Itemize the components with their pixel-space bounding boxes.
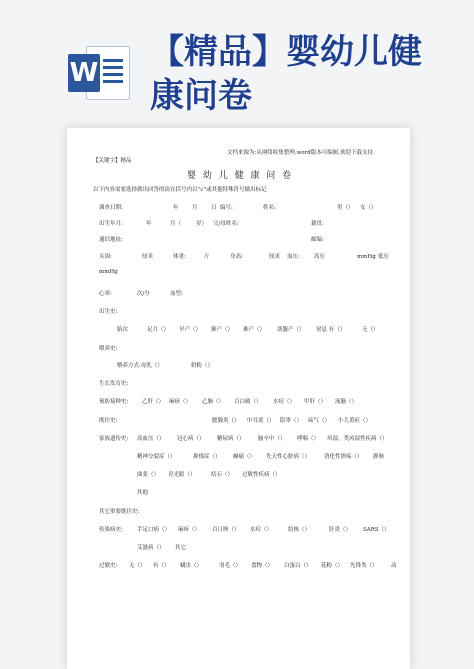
low-bp-label: 低压 xyxy=(378,254,390,260)
family-option: 消化性溃疡（） xyxy=(324,454,363,460)
family-option: 哮喘（） xyxy=(297,436,320,442)
keyword-label: 【关键字】精品 xyxy=(93,158,132,164)
birth-option: 难产（） xyxy=(243,327,266,333)
past-option: 隐睾（） xyxy=(280,418,303,424)
birth-date-label: 出生年月: xyxy=(99,221,123,227)
feeding-option: 喂养方式:母乳（） xyxy=(117,363,163,369)
birth-option: 足月（） xyxy=(147,327,170,333)
male-option: 男（） xyxy=(337,205,354,211)
allergy-option: 羽毛（） xyxy=(219,563,242,569)
family-option: 糖尿病（） xyxy=(217,436,245,442)
vaccine-option: 乙脑（） xyxy=(202,399,225,405)
female-option: 女（） xyxy=(360,205,377,211)
vaccine-option: 甲肝（） xyxy=(304,399,327,405)
past-option: 疝气（） xyxy=(308,418,331,424)
allergy-option: 白蛋白（） xyxy=(284,563,312,569)
family-option: 结石（） xyxy=(211,472,234,478)
past-option: 腮腺炎（） xyxy=(212,418,240,424)
family-option: 风湿，类风湿性疾病（） xyxy=(327,436,388,442)
infect-option: 艾滋病（） xyxy=(137,545,165,551)
family-option: 高血压（） xyxy=(137,436,165,442)
kg-unit: 斤 xyxy=(204,254,210,260)
infect-option: SARS（） xyxy=(363,527,390,533)
birth-option: 无（） xyxy=(362,327,379,333)
birth-month-text: 月（ xyxy=(170,221,182,227)
family-option: 过敏性疾病（） xyxy=(242,472,281,478)
bp-label: 血压: xyxy=(287,254,300,260)
document-page xyxy=(67,128,410,669)
past-history-label: 既往史: xyxy=(99,418,118,424)
mmhg-unit-2: mmHg xyxy=(99,269,118,275)
infect-label: 传染病史: xyxy=(99,527,123,533)
allergy-option: 螨虫（） xyxy=(180,563,203,569)
family-option: 精神分裂症（） xyxy=(137,454,176,460)
family-option: 抑郁症（） xyxy=(193,454,221,460)
word-logo-icon xyxy=(68,46,130,98)
infect-option: 肝炎（） xyxy=(329,527,352,533)
mmhg-unit-1: mmHg xyxy=(357,254,376,260)
vaccine-option: 水痘（） xyxy=(273,399,296,405)
feeding-history-label: 喂养史: xyxy=(99,346,118,352)
vaccine-option: 百白破（） xyxy=(234,399,262,405)
allergy-option: 有（） xyxy=(153,563,170,569)
past-option: 中耳炎（） xyxy=(247,418,275,424)
per-min-unit: 次/分 xyxy=(137,291,150,297)
high-bp-label: 高压 xyxy=(314,254,326,260)
cm-unit-1: 厘米 xyxy=(142,254,154,260)
day-text: 日 xyxy=(211,205,217,211)
infect-option: 其它 xyxy=(175,545,187,551)
survey-date-label: 调查日期: xyxy=(99,205,123,211)
id-label: 编号: xyxy=(220,205,233,211)
allergy-option: 食物（） xyxy=(251,563,274,569)
document-title: 婴 幼 儿 健 康 问 卷 xyxy=(187,171,294,181)
page-title xyxy=(150,30,450,118)
birth-option: 窒息 有（） xyxy=(316,327,346,333)
family-history-label: 家族遗传史: xyxy=(99,436,129,442)
allergy-option: 花粉（） xyxy=(321,563,344,569)
title-line-2: 康问卷 xyxy=(150,76,252,116)
infect-option: 麻疹（） xyxy=(178,527,201,533)
birth-history-label: 出生史: xyxy=(99,309,118,315)
birth-option: 胎次 xyxy=(117,327,129,333)
family-option: 冠心病（） xyxy=(177,436,205,442)
birth-option: 顺产（） xyxy=(211,327,234,333)
allergy-label: 过敏史: xyxy=(99,563,118,569)
family-option: 青光眼（） xyxy=(168,472,196,478)
name-label: 姓名: xyxy=(263,205,276,211)
parent-name-label: 父/母姓名: xyxy=(213,221,239,227)
nationality-label: 籍贯: xyxy=(311,221,324,227)
family-other: 其他 xyxy=(137,490,149,496)
word-badge: W xyxy=(68,54,100,92)
past-option: 小儿黄疸（） xyxy=(338,418,372,424)
growth-history-label: 生长发育史: xyxy=(99,381,129,387)
birth-year-text: 年 xyxy=(146,221,152,227)
year-text: 年 xyxy=(173,205,179,211)
blood-type-label: 血型: xyxy=(170,291,183,297)
infect-option: 水痘（） xyxy=(250,527,273,533)
family-option: 脑卒中（） xyxy=(258,436,286,442)
vaccine-label: 预防接种史: xyxy=(99,399,129,405)
cm-unit-2: 厘米 xyxy=(269,254,281,260)
infect-option: 结核（） xyxy=(288,527,311,533)
family-option: 先天性心脏病（） xyxy=(266,454,311,460)
allergy-option: 动 xyxy=(391,563,397,569)
family-option: 静脉 xyxy=(373,454,385,460)
vaccine-option: 乙肝（） xyxy=(142,399,165,405)
vaccine-option: 流脑（） xyxy=(335,399,358,405)
feeding-option: 奶粉（） xyxy=(191,363,214,369)
postcode-label: 邮编: xyxy=(311,237,324,243)
title-line-1: 【精品】婴幼儿健 xyxy=(150,32,422,72)
birth-option: 早产（） xyxy=(179,327,202,333)
infect-option: 百日咳（） xyxy=(212,527,240,533)
source-note: 文档来源为:从网络收集整理.word版本可编辑.欢迎下载支持. xyxy=(227,150,375,156)
height-label: 身高: xyxy=(230,254,243,260)
address-label: 通信地址: xyxy=(99,237,123,243)
weight-label: 体重: xyxy=(173,254,186,260)
head-label: 头围: xyxy=(99,254,112,260)
allergy-option: 先锋类（） xyxy=(350,563,378,569)
allergy-option: 无（） xyxy=(129,563,146,569)
family-option: 曲张（） xyxy=(137,472,160,478)
month-text: 月 xyxy=(192,205,198,211)
infect-option: 手足口病（） xyxy=(137,527,171,533)
heart-rate-label: 心率: xyxy=(99,291,112,297)
birth-option: 剖腹产（） xyxy=(277,327,305,333)
age-text: 岁） xyxy=(196,221,208,227)
family-option: 癫痫（） xyxy=(233,454,256,460)
vaccine-option: 麻疹（） xyxy=(169,399,192,405)
instruction-text: 以下内容需要选择做出回答的请在括号内以"√"或其他特殊符号做出标记 xyxy=(93,187,267,193)
other-history-label: 其它重要既往史: xyxy=(99,509,140,515)
